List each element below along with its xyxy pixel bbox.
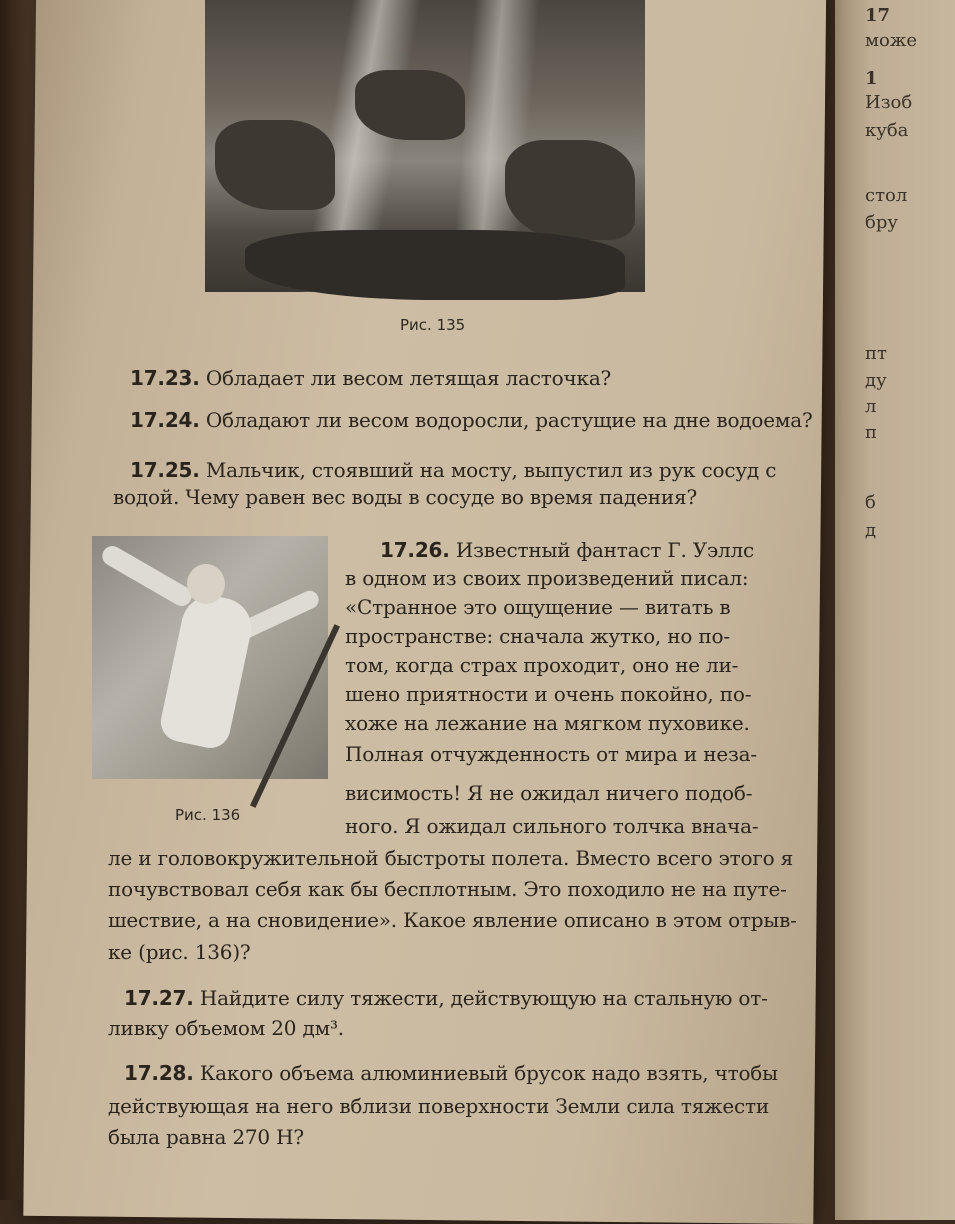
problem-text-line: ного. Я ожидал сильного толчка внача- [345, 814, 759, 838]
right-fragment: ду [865, 370, 887, 391]
right-fragment: стол [865, 185, 908, 206]
problem-text-line: ле и головокружительной быстроты полета. Вместо всего этого я [108, 846, 794, 870]
problem-17-27: 17.27. Найдите силу тяжести, действующую на стальную от- [124, 986, 768, 1010]
problem-number: 17.23. [130, 366, 200, 390]
right-page [835, 0, 955, 1220]
problem-text-line: ке (рис. 136)? [108, 940, 251, 964]
problem-number: 17.24. [130, 408, 200, 432]
right-fragment: л [865, 396, 877, 417]
right-fragment: 1 [865, 68, 878, 89]
figure-135-caption: Рис. 135 [400, 316, 466, 334]
right-fragment: бру [865, 212, 898, 233]
problem-text-line: в одном из своих произведений писал: [345, 566, 749, 590]
problem-17-26: 17.26. Известный фантаст Г. Уэллс [380, 538, 755, 562]
problem-17-28: 17.28. Какого объема алюминиевый брусок надо взять, чтобы [124, 1061, 778, 1085]
figure-136-caption: Рис. 136 [175, 806, 241, 824]
problem-text-line: Полная отчужденность от мира и неза- [345, 742, 757, 766]
problem-number: 17.25. [130, 458, 200, 482]
right-fragment: куба [865, 120, 909, 141]
problem-text-line: шествие, а на сновидение». Какое явление описано в этом отрыв- [108, 908, 797, 932]
problem-17-24: 17.24. Обладают ли весом водоросли, растущие на дне водоема? [130, 408, 813, 432]
problem-17-25: 17.25. Мальчик, стоявший на мосту, выпустил из рук сосуд с [130, 458, 777, 482]
problem-text-line: пространстве: сначала жутко, но по- [345, 624, 730, 648]
problem-text-line: была равна 270 Н? [108, 1125, 304, 1149]
problem-text-line: водой. Чему равен вес воды в сосуде во время падения? [113, 485, 697, 509]
waterfall-photo [205, 0, 645, 292]
problem-number: 17.27. [124, 986, 194, 1010]
problem-number: 17.28. [124, 1061, 194, 1085]
problem-text-line: хоже на лежание на мягком пуховике. [345, 711, 750, 735]
problem-text-line: шено приятности и очень покойно, по- [345, 682, 752, 706]
problem-text-line: висимость! Я не ожидал ничего подоб- [345, 781, 753, 805]
problem-text-line: действующая на него вблизи поверхности Земли сила тяжести [108, 1094, 770, 1118]
problem-text-line: «Странное это ощущение — витать в [345, 595, 731, 619]
problem-text-line: почувствовал себя как бы бесплотным. Это походило не на путе- [108, 877, 787, 901]
right-fragment: пт [865, 343, 887, 364]
right-fragment: п [865, 422, 877, 443]
right-fragment: може [865, 30, 918, 51]
weightless-person-photo [92, 536, 328, 779]
problem-17-23: 17.23. Обладает ли весом летящая ласточка? [130, 366, 612, 390]
right-fragment: Изоб [865, 92, 913, 113]
problem-number: 17.26. [380, 538, 450, 562]
right-fragment: д [865, 520, 877, 541]
right-fragment: б [865, 492, 876, 513]
right-fragment: 17 [865, 5, 891, 26]
problem-text-line: том, когда страх проходит, оно не ли- [345, 653, 739, 677]
problem-text-line: ливку объемом 20 дм³. [108, 1016, 344, 1040]
